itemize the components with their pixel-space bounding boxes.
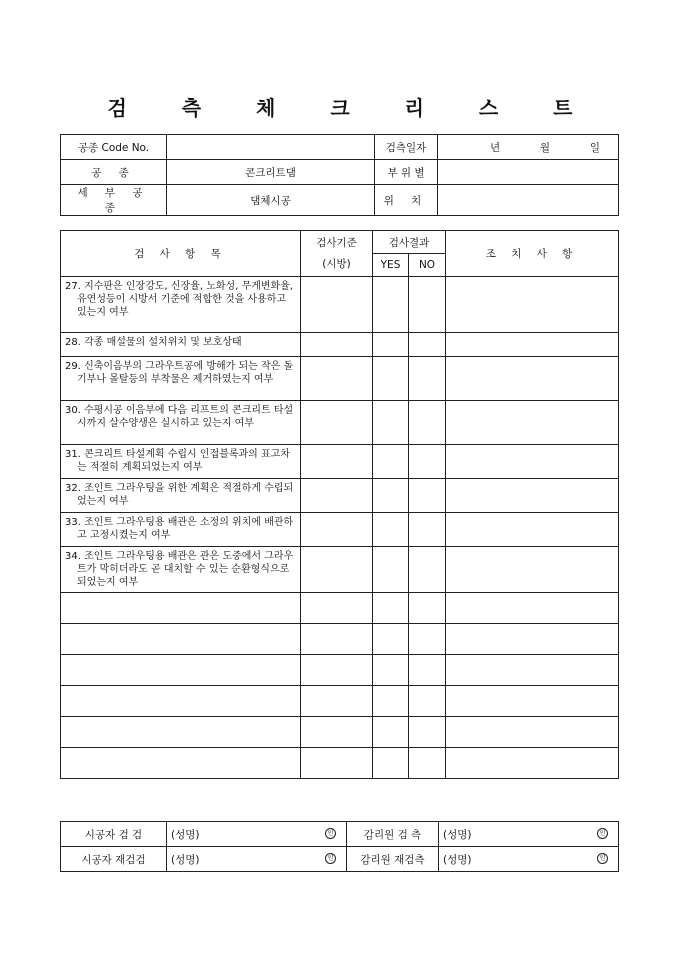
type-label: 공 종 (61, 160, 167, 185)
yes-cell[interactable] (373, 748, 409, 779)
table-row (61, 357, 619, 401)
standard-cell[interactable] (301, 445, 373, 479)
signature-table (60, 821, 619, 872)
check-item (61, 357, 301, 401)
no-cell[interactable] (409, 479, 446, 513)
no-cell[interactable] (409, 513, 446, 547)
standard-cell[interactable] (301, 401, 373, 445)
check-item (61, 513, 301, 547)
item-cell[interactable] (61, 655, 301, 686)
empty-row (61, 655, 619, 686)
standard-header-line2: (시방) (322, 257, 351, 270)
action-cell[interactable] (446, 748, 619, 779)
name-placeholder: (성명) (443, 853, 472, 866)
supervisor-check-label: 감리원 검 측 (347, 822, 439, 847)
standard-cell[interactable] (301, 686, 373, 717)
check-item-text: 33. 조인트 그라우팅용 배관은 소정의 위치에 배관하고 고정시켰는지 여부 (65, 517, 294, 541)
seal-icon: 인 (597, 828, 608, 839)
yes-cell[interactable] (373, 333, 409, 357)
check-item (61, 479, 301, 513)
no-cell[interactable] (409, 686, 446, 717)
standard-header (301, 231, 373, 277)
empty-row (61, 748, 619, 779)
item-cell[interactable] (61, 717, 301, 748)
yes-cell[interactable] (373, 593, 409, 624)
yes-header: YES (373, 254, 409, 277)
check-item-text: 32. 조인트 그라우팅을 위한 계획은 적절하게 수립되었는지 여부 (65, 483, 294, 507)
yes-cell[interactable] (373, 513, 409, 547)
check-item (61, 333, 301, 357)
standard-header-line1: 검사기준 (316, 236, 357, 249)
action-cell[interactable] (446, 479, 619, 513)
items-header: 검 사 항 목 (61, 231, 301, 277)
no-cell[interactable] (409, 655, 446, 686)
table-row (61, 513, 619, 547)
result-header: 검사결과 (373, 231, 446, 254)
yes-cell[interactable] (373, 686, 409, 717)
check-item (61, 547, 301, 593)
standard-cell[interactable] (301, 357, 373, 401)
yes-cell[interactable] (373, 445, 409, 479)
action-cell[interactable] (446, 277, 619, 333)
contractor-recheck-signature[interactable] (167, 847, 347, 872)
action-cell[interactable] (446, 357, 619, 401)
yes-cell[interactable] (373, 547, 409, 593)
no-cell[interactable] (409, 357, 446, 401)
yes-cell[interactable] (373, 401, 409, 445)
no-cell[interactable] (409, 401, 446, 445)
item-cell[interactable] (61, 748, 301, 779)
table-row (61, 445, 619, 479)
date-day-label: 일 (589, 141, 600, 154)
check-item (61, 445, 301, 479)
part-label: 부 위 별 (375, 160, 438, 185)
check-item-text: 27. 지수판은 인장강도, 신장율, 노화성, 무게변화율, 유연성등이 시방서 기준에 적합한 것을 사용하고 있는지 여부 (65, 281, 294, 318)
type-field[interactable]: 콘크리트댐 (167, 160, 375, 185)
detail-field[interactable]: 댐체시공 (167, 185, 375, 216)
standard-cell[interactable] (301, 655, 373, 686)
standard-cell[interactable] (301, 748, 373, 779)
date-field[interactable] (438, 135, 619, 160)
action-cell[interactable] (446, 513, 619, 547)
action-header: 조 치 사 항 (446, 231, 619, 277)
checklist-table (60, 230, 619, 779)
contractor-check-label: 시공자 검 검 (61, 822, 167, 847)
no-cell[interactable] (409, 333, 446, 357)
yes-cell[interactable] (373, 479, 409, 513)
action-cell[interactable] (446, 686, 619, 717)
check-item (61, 401, 301, 445)
info-table (60, 134, 619, 216)
action-cell[interactable] (446, 333, 619, 357)
no-cell[interactable] (409, 717, 446, 748)
supervisor-recheck-label: 감리원 재검측 (347, 847, 439, 872)
yes-cell[interactable] (373, 717, 409, 748)
action-cell[interactable] (446, 655, 619, 686)
table-row (61, 547, 619, 593)
location-label: 위 치 (375, 185, 438, 216)
check-item-text: 30. 수평시공 이음부에 다음 리프트의 콘크리트 타설시까지 살수양생은 실시하고 있는지 여부 (65, 405, 294, 429)
check-item-text: 31. 콘크리트 타설계획 수립시 인접블록과의 표고차는 적절히 계획되었는지 여부 (65, 449, 290, 473)
page-title: 검 측 체 크 리 스 트 (107, 96, 597, 120)
code-field[interactable] (167, 135, 375, 160)
empty-row (61, 717, 619, 748)
empty-row (61, 624, 619, 655)
check-item (61, 277, 301, 333)
no-cell[interactable] (409, 748, 446, 779)
yes-cell[interactable] (373, 624, 409, 655)
yes-cell[interactable] (373, 277, 409, 333)
table-row (61, 401, 619, 445)
no-cell[interactable] (409, 277, 446, 333)
standard-cell[interactable] (301, 624, 373, 655)
date-year-label: 년 (490, 141, 501, 154)
seal-icon: 인 (597, 853, 608, 864)
yes-cell[interactable] (373, 655, 409, 686)
standard-cell[interactable] (301, 479, 373, 513)
standard-cell[interactable] (301, 593, 373, 624)
standard-cell[interactable] (301, 277, 373, 333)
no-header: NO (409, 254, 446, 277)
check-item-text: 28. 각종 매설물의 설치위치 및 보호상태 (65, 337, 242, 348)
table-row (61, 277, 619, 333)
no-cell[interactable] (409, 593, 446, 624)
action-cell[interactable] (446, 547, 619, 593)
check-item-text: 34. 조인트 그라우팅용 배관은 관은 도중에서 그라우트가 막히더라도 곧 대치할 수 있는 순환형식으로 되었는지 여부 (65, 551, 294, 588)
standard-cell[interactable] (301, 333, 373, 357)
action-cell[interactable] (446, 717, 619, 748)
standard-cell[interactable] (301, 547, 373, 593)
seal-icon: 인 (325, 853, 336, 864)
standard-cell[interactable] (301, 717, 373, 748)
action-cell[interactable] (446, 624, 619, 655)
location-field[interactable] (438, 185, 619, 216)
check-item-text: 29. 신축이음부의 그라우트공에 방해가 되는 작은 돌기부나 몰탈등의 부착물은 제거하였는지 여부 (65, 361, 294, 385)
item-cell[interactable] (61, 686, 301, 717)
no-cell[interactable] (409, 624, 446, 655)
item-cell[interactable] (61, 624, 301, 655)
seal-icon: 인 (325, 828, 336, 839)
contractor-recheck-label: 시공자 재검검 (61, 847, 167, 872)
name-placeholder: (성명) (443, 828, 472, 841)
name-placeholder: (성명) (171, 828, 200, 841)
table-row (61, 333, 619, 357)
supervisor-recheck-signature[interactable] (439, 847, 619, 872)
detail-label: 세 부 공 종 (61, 185, 167, 216)
supervisor-check-signature[interactable] (439, 822, 619, 847)
action-cell[interactable] (446, 445, 619, 479)
action-cell[interactable] (446, 401, 619, 445)
date-label: 검측일자 (375, 135, 438, 160)
part-field[interactable] (438, 160, 619, 185)
no-cell[interactable] (409, 445, 446, 479)
name-placeholder: (성명) (171, 853, 200, 866)
item-cell[interactable] (61, 593, 301, 624)
empty-row (61, 593, 619, 624)
date-month-label: 월 (539, 141, 551, 154)
contractor-check-signature[interactable] (167, 822, 347, 847)
standard-cell[interactable] (301, 513, 373, 547)
action-cell[interactable] (446, 593, 619, 624)
empty-row (61, 686, 619, 717)
code-label: 공종 Code No. (61, 135, 167, 160)
yes-cell[interactable] (373, 357, 409, 401)
no-cell[interactable] (409, 547, 446, 593)
table-row (61, 479, 619, 513)
